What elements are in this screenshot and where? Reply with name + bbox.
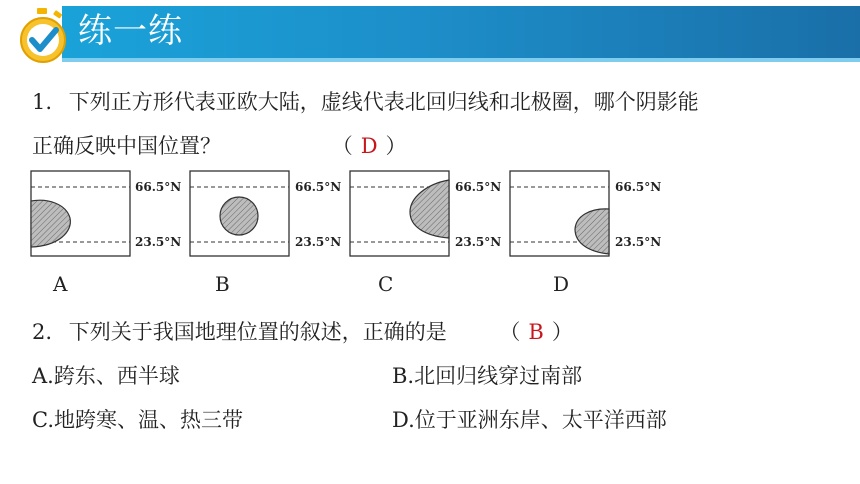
q2-paren-close: ） xyxy=(551,320,573,344)
q2-text: 下列关于我国地理位置的叙述，正确的是 xyxy=(68,320,447,344)
figure-d-label: D xyxy=(553,272,570,296)
q1-answer: D xyxy=(360,134,378,158)
figure-c xyxy=(350,171,449,256)
q2-number: 2. xyxy=(32,320,53,344)
q2-option-d: D.位于亚洲东岸、太平洋西部 xyxy=(392,408,667,432)
q2-paren-open: （ xyxy=(499,320,521,344)
q2-answer: B xyxy=(528,320,544,344)
fig-c-lat-bottom: 23.5°N xyxy=(455,235,502,249)
fig-b-lat-top: 66.5°N xyxy=(295,180,342,194)
fig-b-lat-bottom: 23.5°N xyxy=(295,235,342,249)
figure-a xyxy=(31,171,130,256)
figure-d xyxy=(510,171,609,256)
q2-option-b: B.北回归线穿过南部 xyxy=(392,364,583,388)
fig-a-lat-bottom: 23.5°N xyxy=(135,235,182,249)
q1-paren-open: （ xyxy=(331,134,353,158)
q2-option-a: A.跨东、西半球 xyxy=(32,364,180,388)
fig-d-lat-bottom: 23.5°N xyxy=(615,235,662,249)
figure-a-label: A xyxy=(53,272,68,296)
q1-text-line1: 下列正方形代表亚欧大陆，虚线代表北回归线和北极圈，哪个阴影能 xyxy=(68,90,699,114)
q1-number: 1. xyxy=(32,90,53,114)
q2-option-c: C.地跨寒、温、热三带 xyxy=(32,408,243,432)
fig-c-lat-top: 66.5°N xyxy=(455,180,502,194)
figure-b-label: B xyxy=(215,272,230,296)
page-title: 练一练 xyxy=(78,11,183,51)
fig-a-lat-top: 66.5°N xyxy=(135,180,182,194)
q1-text-line2: 正确反映中国位置？ xyxy=(32,134,221,158)
figure-c-label: C xyxy=(378,272,394,296)
figure-b xyxy=(190,171,289,256)
fig-d-lat-top: 66.5°N xyxy=(615,180,662,194)
q1-paren-close: ） xyxy=(385,134,407,158)
q2-line xyxy=(32,318,573,346)
